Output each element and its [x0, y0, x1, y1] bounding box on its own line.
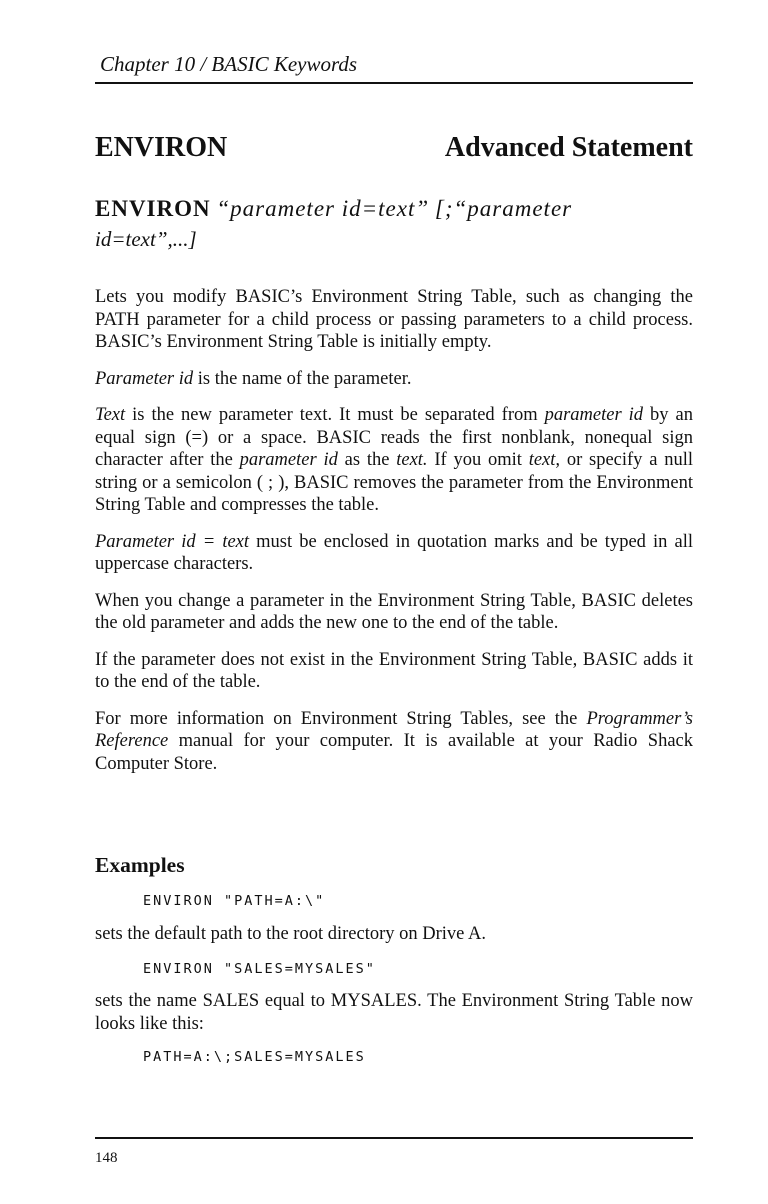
example-3-code: PATH=A:\;SALES=MYSALES [143, 1049, 366, 1065]
examples-heading: Examples [95, 853, 185, 877]
syntax-line [95, 195, 693, 223]
page [95, 0, 693, 1204]
running-head: Chapter 10 / BASIC Keywords [100, 52, 358, 76]
syntax-keyword: ENVIRON [95, 196, 211, 221]
syntax-arg-2: [;“parameter [434, 196, 573, 221]
paragraph-change: When you change a parameter in the Environment String Table, BASIC deletes the old parameter and adds the new one to the end of the table. [95, 590, 693, 633]
keyword-title: ENVIRON [95, 132, 228, 163]
page-number: 148 [95, 1150, 118, 1166]
footer-rule [95, 1137, 693, 1139]
entry-title [95, 132, 693, 164]
syntax-continuation: id=text”,...] [95, 227, 197, 251]
example-2-code: ENVIRON "SALES=MYSALES" [143, 961, 376, 977]
paragraph-intro: Lets you modify BASIC’s Environment String Table, such as changing the PATH parameter for a child process or passing parameters to a child process. BASIC’s Environment String Table is initially empty. [95, 287, 693, 352]
statement-category: Advanced Statement [444, 132, 693, 163]
paragraph-parameter-id: Parameter id is the name of the parameter. [95, 368, 412, 389]
paragraph-text: Text is the new parameter text. It must be separated from parameter id by an equal sign (=) or a space. BASIC reads the first nonblank, nonequal sign character after the parameter id as the text. If you omit text, or specify a null string or a semicolon ( ; ), BASIC removes the parameter from the Environment String Table and compresses the table. [95, 405, 693, 515]
paragraph-not-exist: If the parameter does not exist in the Environment String Table, BASIC adds it to the end of the table. [95, 649, 693, 692]
example-1-code: ENVIRON "PATH=A:\" [143, 893, 326, 909]
header-rule [95, 82, 693, 84]
example-1-description: sets the default path to the root directory on Drive A. [95, 924, 486, 944]
description-body [95, 286, 693, 789]
paragraph-quotation-rule: Parameter id = text must be enclosed in quotation marks and be typed in all uppercase characters. [95, 531, 693, 574]
syntax-arg-1: “parameter id=text” [216, 196, 430, 221]
paragraph-more-info: For more information on Environment String Tables, see the Programmer’s Reference manual for your computer. It is available at your Radio Shack Computer Store. [95, 708, 693, 774]
example-2-description: sets the name SALES equal to MYSALES. The Environment String Table now looks like this: [95, 991, 693, 1034]
